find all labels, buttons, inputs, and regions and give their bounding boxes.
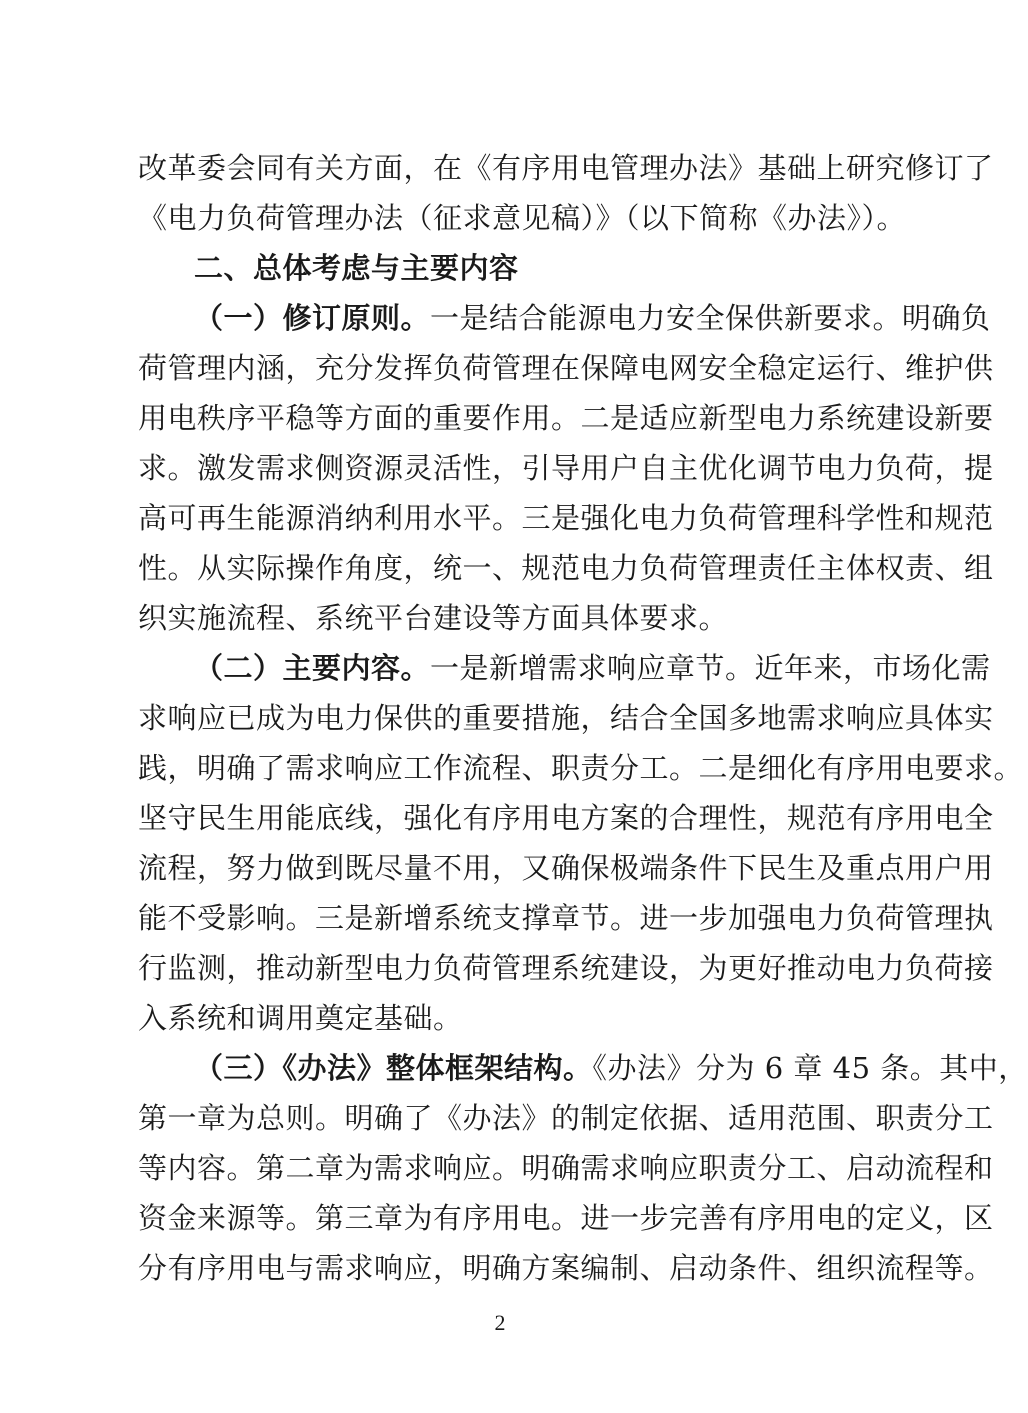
body-text-line: 求。激发需求侧资源灵活性，引导用户自主优化调节电力负荷，提 <box>138 451 994 485</box>
paragraph-lead: （二）主要内容。 <box>194 651 431 685</box>
body-text-line: 流程，努力做到既尽量不用，又确保极端条件下民生及重点用户用 <box>138 851 994 885</box>
body-text-line: 第一章为总则。明确了《办法》的制定依据、适用范围、职责分工 <box>138 1101 994 1135</box>
body-text-line: 改革委会同有关方面，在《有序用电管理办法》基础上研究修订了 <box>138 151 994 185</box>
body-text-line: 织实施流程、系统平台建设等方面具体要求。 <box>138 601 729 635</box>
body-text-line: 高可再生能源消纳利用水平。三是强化电力负荷管理科学性和规范 <box>138 501 994 535</box>
section-heading: 二、总体考虑与主要内容 <box>194 251 519 285</box>
paragraph-text: 一是新增需求响应章节。近年来，市场化需 <box>430 651 991 685</box>
body-text-line: 能不受影响。三是新增系统支撑章节。进一步加强电力负荷管理执 <box>138 901 994 935</box>
body-text-line: 资金来源等。第三章为有序用电。进一步完善有序用电的定义，区 <box>138 1201 994 1235</box>
body-text-line: 性。从实际操作角度，统一、规范电力负荷管理责任主体权责、组 <box>138 551 994 585</box>
body-text-line: 用电秩序平稳等方面的重要作用。二是适应新型电力系统建设新要 <box>138 401 994 435</box>
body-text-line: 践，明确了需求响应工作流程、职责分工。二是细化有序用电要求。 <box>138 751 1024 785</box>
paragraph-first-line <box>194 293 991 343</box>
paragraph-first-line <box>194 643 991 693</box>
body-text-line: 等内容。第二章为需求响应。明确需求响应职责分工、启动流程和 <box>138 1151 994 1185</box>
paragraph-text: 一是结合能源电力安全保供新要求。明确负 <box>430 301 991 335</box>
body-text-line: 求响应已成为电力保供的重要措施，结合全国多地需求响应具体实 <box>138 701 994 735</box>
paragraph-lead: （一）修订原则。 <box>194 301 431 335</box>
body-text-line: 入系统和调用奠定基础。 <box>138 1001 463 1035</box>
body-text-line: 行监测，推动新型电力负荷管理系统建设，为更好推动电力负荷接 <box>138 951 994 985</box>
body-text-line: 《电力负荷管理办法（征求意见稿）》（以下简称《办法》）。 <box>138 201 907 235</box>
body-text-line: 坚守民生用能底线，强化有序用电方案的合理性，规范有序用电全 <box>138 801 994 835</box>
paragraph-lead: （三）《办法》整体框架结构。 <box>194 1051 593 1085</box>
paragraph-first-line <box>194 1043 1028 1093</box>
body-text-line: 荷管理内涵，充分发挥负荷管理在保障电网安全稳定运行、维护供 <box>138 351 994 385</box>
paragraph-text: 《办法》分为 6 章 45 条。其中， <box>592 1051 1028 1085</box>
page-number: 2 <box>494 1310 506 1335</box>
body-text-line: 分有序用电与需求响应，明确方案编制、启动条件、组织流程等。 <box>138 1251 994 1285</box>
